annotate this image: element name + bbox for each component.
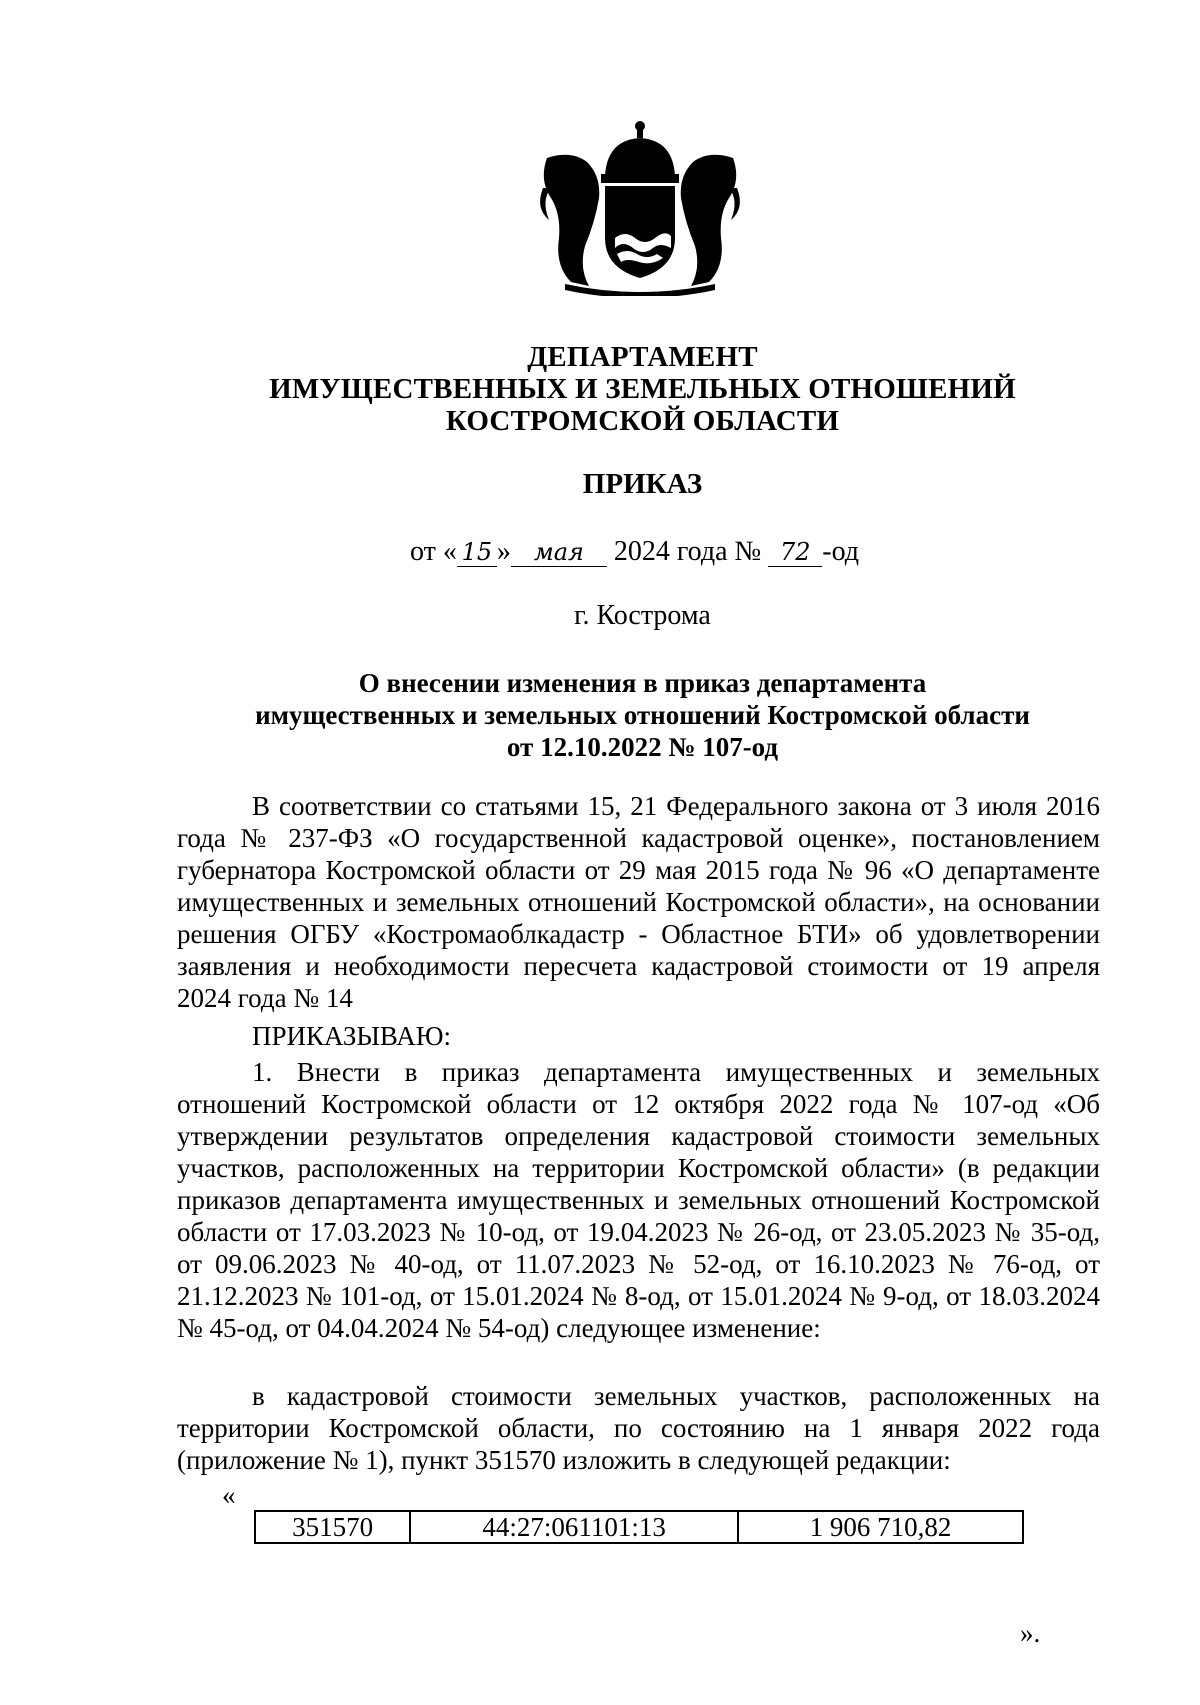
- handwritten-month: мая: [511, 538, 607, 567]
- cadastral-number-cell: 44:27:061101:13: [410, 1511, 738, 1543]
- date-prefix: от «: [410, 536, 457, 567]
- city-line: г. Кострома: [574, 600, 711, 631]
- order-date-line: [410, 536, 859, 568]
- item-1-sub-paragraph: в кадастровой стоимости земельных участков, расположенных на территории Костромской области, по состоянию на 1 января 2022 года (приложение № 1), пункт 351570 изложить в следующей редакции:: [177, 1381, 1100, 1475]
- order-title-line-3: от 12.10.2022 № 107-од: [506, 732, 779, 762]
- department-title-line-1: ДЕПАРТАМЕНТ: [527, 341, 758, 373]
- table-open-quote: «: [222, 1480, 236, 1510]
- order-title-line-2: имущественных и земельных отношений Костромской области: [255, 700, 1030, 730]
- item-1-paragraph: 1. Внести в приказ департамента имущественных и земельных отношений Костромской области от 12 октября 2022 года № 107-од «Об утверждении результатов определения кадастровой стоимости земельных участков, расположенных на территории Костромской области» (в редакции приказов департамента имущественных и земельных отношений Костромской области от 17.03.2023 № 10-од, от 19.04.2023 № 26-од, от 23.05.2023 № 35-од, от 09.06.2023 № 40-од, от 11.07.2023 № 52-од, от 16.10.2023 № 76-од, от 21.12.2023 № 101-од, от 15.01.2024 № 8-од, от 15.01.2024 № 9-од, от 18.03.2024 № 45-од, от 04.04.2024 № 54-од) следующее изменение:: [177, 1057, 1100, 1343]
- order-number-suffix: -од: [822, 536, 860, 567]
- document-type-heading: ПРИКАЗ: [582, 468, 703, 500]
- handwritten-day: 15: [457, 538, 497, 567]
- date-quote-mid: »: [496, 536, 511, 567]
- kostroma-coat-of-arms-emblem: [535, 118, 745, 296]
- date-year-text: 2024 года №: [613, 536, 762, 567]
- table-row: [255, 1511, 1023, 1543]
- department-title-line-2: ИМУЩЕСТВЕННЫХ И ЗЕМЕЛЬНЫХ ОТНОШЕНИЙ: [269, 373, 1016, 405]
- table-close-quote: ».: [1020, 1618, 1041, 1648]
- department-title-line-3: КОСТРОМСКОЙ ОБЛАСТИ: [445, 405, 840, 437]
- cadastral-value-table: [254, 1510, 1024, 1544]
- order-title-line-1: О внесении изменения в приказ департамента: [358, 668, 927, 698]
- preamble-paragraph: В соответствии со статьями 15, 21 Федерального закона от 3 июля 2016 года № 237-ФЗ «О государственной кадастровой оценке», постановлением губернатора Костромской области от 29 мая 2015 года № 96 «О департаменте имущественных и земельных отношений Костромской области», на основании решения ОГБУ «Костромаоблкадастр - Областное БТИ» об удовлетворении заявления и необходимости пересчета кадастровой стоимости от 19 апреля 2024 года № 14: [177, 791, 1100, 1013]
- point-number-cell: 351570: [255, 1511, 410, 1543]
- order-word: ПРИКАЗЫВАЮ:: [252, 1021, 451, 1051]
- cadastral-value-cell: 1 906 710,82: [738, 1511, 1023, 1543]
- handwritten-order-number: 72: [768, 538, 822, 567]
